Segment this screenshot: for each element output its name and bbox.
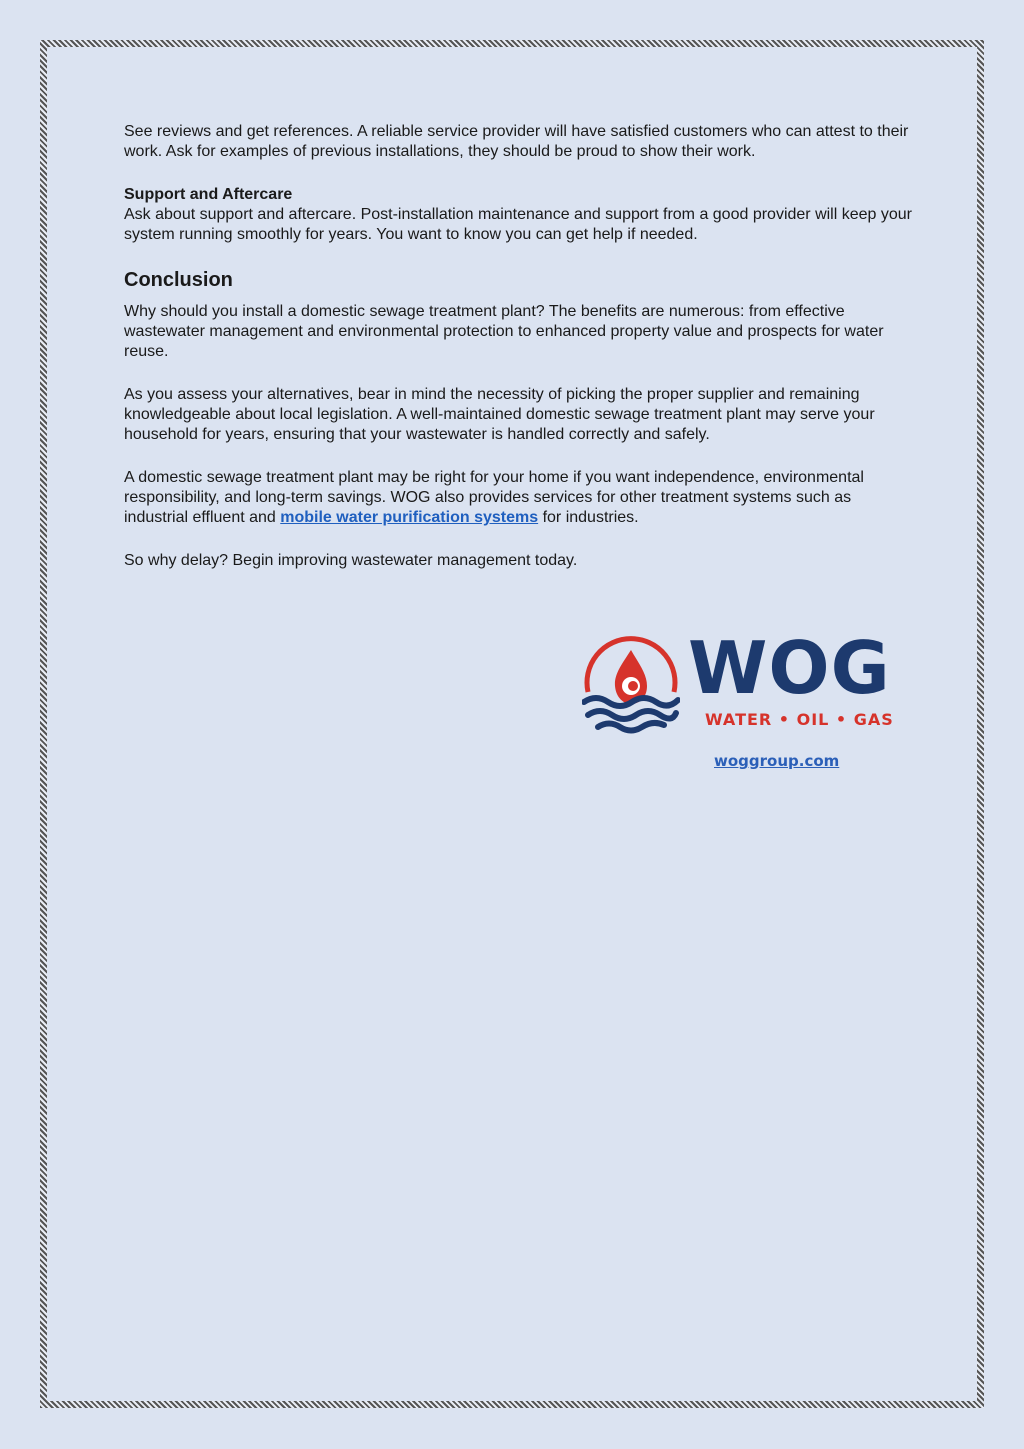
conclusion-heading: Conclusion (124, 269, 233, 291)
conclusion-paragraph-3 (124, 468, 914, 528)
document-body (124, 122, 914, 594)
wog-logo (582, 626, 904, 736)
water-drop-waves-icon (582, 636, 680, 736)
conclusion-paragraph-1: Why should you install a domestic sewage treatment plant? The benefits are numerous: from effective wastewater management and environmental protection to enhanced property value and prospects for water reuse. (124, 303, 884, 360)
mobile-water-purification-link[interactable]: mobile water purification systems (280, 509, 539, 526)
conclusion-paragraph-4: So why delay? Begin improving wastewater management today. (124, 552, 578, 569)
paragraph-text: A domestic sewage treatment plant may be right for your home if you want independence, environmental responsibility, and long-term savings. WOG also provides services for other treatment systems such as industrial effluent and (124, 469, 864, 526)
paragraph-text: for industries. (538, 509, 639, 526)
support-heading: Support and Aftercare (124, 186, 293, 203)
website-link[interactable]: woggroup.com (714, 752, 840, 770)
conclusion-paragraph-2: As you assess your alternatives, bear in mind the necessity of picking the proper supplier and remaining knowledgeable about local legislation. A well-maintained domestic sewage treatment plant may serve your household for years, ensuring that your wastewater is handled correctly and safely. (124, 386, 875, 443)
logo-tagline: WATER • OIL • GAS (705, 710, 894, 729)
intro-paragraph: See reviews and get references. A reliable service provider will have satisfied customers who can attest to their work. Ask for examples of previous installations, they should be proud to show their work. (124, 123, 909, 160)
support-paragraph: Ask about support and aftercare. Post-installation maintenance and support from a good provider will keep your system running smoothly for years. You want to know you can get help if needed. (124, 206, 912, 243)
logo-wordmark: WOG (688, 626, 891, 710)
